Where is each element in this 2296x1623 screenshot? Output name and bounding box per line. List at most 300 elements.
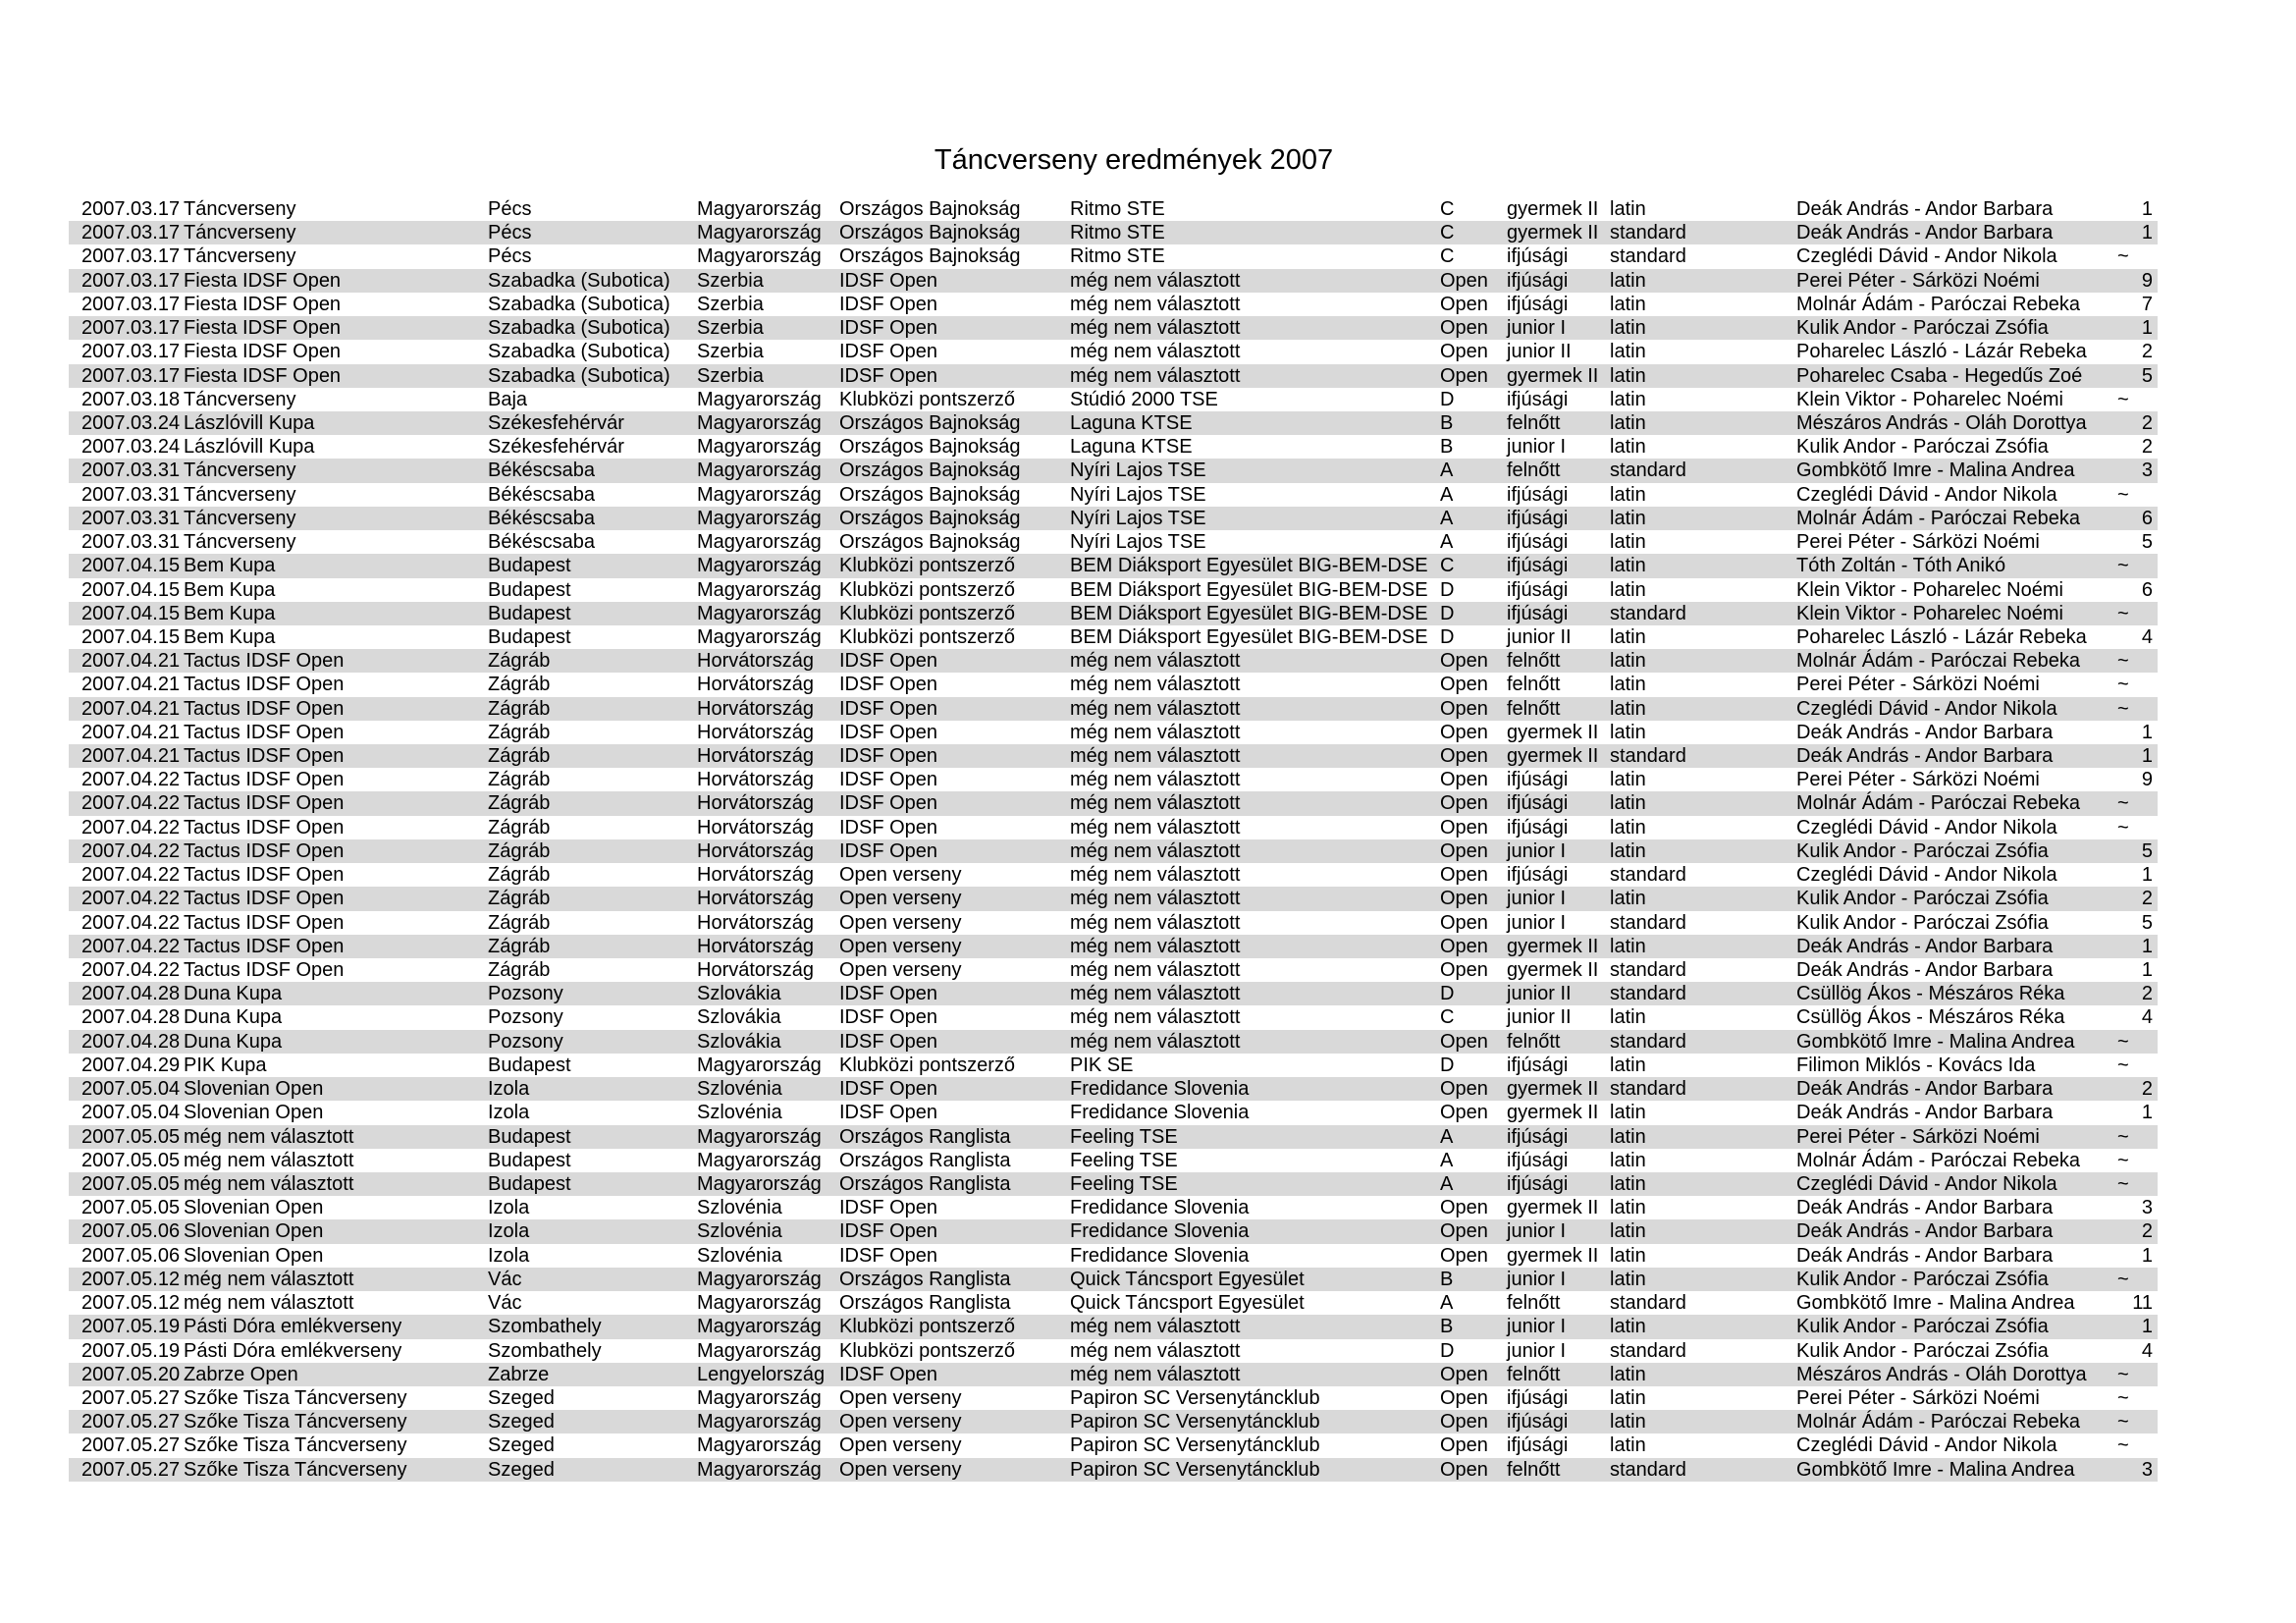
cell-class: A (1440, 1149, 1454, 1171)
cell-club: még nem választott (1070, 911, 1241, 934)
cell-style: standard (1610, 222, 1686, 244)
cell-age-group: gyermek II (1507, 745, 1599, 768)
cell-club: Fredidance Slovenia (1070, 1102, 1250, 1124)
event-date: 2007.05.05 (81, 1149, 181, 1171)
cell-class: Open (1440, 911, 1488, 934)
event-date: 2007.05.04 (81, 1078, 181, 1101)
cell-competition-type: Országos Bajnokság (839, 507, 1021, 529)
table-row (69, 1172, 2158, 1196)
cell-date-event (69, 1172, 488, 1196)
cell-date-event (69, 1101, 488, 1124)
cell-style: standard (1610, 1339, 1686, 1362)
cell-couple: Perei Péter - Sárközi Noémi (1796, 769, 2040, 791)
cell-style: latin (1610, 1125, 1646, 1148)
cell-date-event (69, 1149, 488, 1172)
event-date: 2007.03.31 (81, 507, 181, 529)
cell-country: Horvátország (697, 674, 814, 696)
cell-date-event (69, 911, 488, 935)
cell-couple: Kulik Andor - Paróczai Zsófia (1796, 1339, 2049, 1362)
cell-class: Open (1440, 1363, 1488, 1385)
cell-date-event (69, 435, 488, 459)
cell-age-group: ifjúsági (1507, 293, 1569, 315)
cell-age-group: gyermek II (1507, 935, 1599, 957)
cell-country: Horvátország (697, 745, 814, 768)
cell-style: latin (1610, 650, 1646, 673)
cell-age-group: ifjúsági (1507, 1434, 1569, 1457)
event-name: Tactus IDSF Open (184, 911, 345, 934)
cell-date-event (69, 1030, 488, 1054)
cell-place: 4 (2141, 1006, 2153, 1029)
table-row (69, 197, 2158, 221)
cell-age-group: felnőtt (1507, 697, 1561, 720)
event-date: 2007.03.24 (81, 411, 181, 434)
cell-style: latin (1610, 1102, 1646, 1124)
event-name: Táncverseny (184, 388, 296, 410)
cell-class: A (1440, 507, 1454, 529)
cell-city: Békéscsaba (488, 460, 595, 482)
cell-competition-type: IDSF Open (839, 1078, 938, 1101)
event-name: Bem Kupa (184, 578, 276, 601)
cell-couple: Klein Viktor - Poharelec Noémi (1796, 602, 2063, 624)
cell-city: Zágráb (488, 959, 551, 981)
cell-class: Open (1440, 364, 1488, 387)
cell-place: ~ (2117, 602, 2129, 624)
event-date: 2007.03.17 (81, 222, 181, 244)
cell-age-group: ifjúsági (1507, 388, 1569, 410)
cell-date-event (69, 578, 488, 602)
cell-city: Zágráb (488, 674, 551, 696)
event-date: 2007.04.21 (81, 745, 181, 768)
cell-country: Szerbia (697, 341, 764, 363)
table-row (69, 1005, 2158, 1029)
cell-city: Szeged (488, 1411, 555, 1434)
cell-country: Magyarország (697, 1149, 822, 1171)
table-row (69, 1339, 2158, 1363)
cell-style: standard (1610, 602, 1686, 624)
cell-couple: Perei Péter - Sárközi Noémi (1796, 1386, 2040, 1409)
cell-place: 1 (2141, 864, 2153, 887)
event-date: 2007.04.15 (81, 625, 181, 648)
cell-couple: Perei Péter - Sárközi Noémi (1796, 674, 2040, 696)
cell-competition-type: IDSF Open (839, 317, 938, 340)
cell-age-group: felnőtt (1507, 460, 1561, 482)
cell-competition-type: Országos Bajnokság (839, 460, 1021, 482)
cell-age-group: junior I (1507, 1220, 1567, 1243)
cell-age-group: felnőtt (1507, 1030, 1561, 1053)
cell-club: Laguna KTSE (1070, 411, 1193, 434)
cell-competition-type: IDSF Open (839, 293, 938, 315)
cell-country: Magyarország (697, 555, 822, 577)
cell-age-group: ifjúsági (1507, 864, 1569, 887)
cell-country: Szlovákia (697, 983, 781, 1005)
cell-date-event (69, 269, 488, 293)
cell-age-group: ifjúsági (1507, 483, 1569, 506)
cell-club: Nyíri Lajos TSE (1070, 507, 1206, 529)
event-name: még nem választott (184, 1268, 354, 1290)
cell-age-group: gyermek II (1507, 721, 1599, 743)
cell-couple: Czeglédi Dávid - Andor Nikola (1796, 697, 2057, 720)
cell-style: latin (1610, 625, 1646, 648)
cell-style: latin (1610, 1316, 1646, 1338)
event-date: 2007.03.31 (81, 460, 181, 482)
cell-class: Open (1440, 959, 1488, 981)
cell-age-group: junior II (1507, 983, 1572, 1005)
cell-style: standard (1610, 983, 1686, 1005)
cell-club: PIK SE (1070, 1054, 1134, 1076)
cell-couple: Molnár Ádám - Paróczai Rebeka (1796, 792, 2081, 815)
cell-club: még nem választott (1070, 650, 1241, 673)
cell-place: ~ (2117, 245, 2129, 268)
cell-competition-type: Országos Bajnokság (839, 198, 1021, 220)
cell-class: Open (1440, 1030, 1488, 1053)
table-row (69, 602, 2158, 625)
cell-style: latin (1610, 1149, 1646, 1171)
cell-class: Open (1440, 674, 1488, 696)
cell-club: még nem választott (1070, 1363, 1241, 1385)
event-name: Tactus IDSF Open (184, 769, 345, 791)
table-row (69, 1030, 2158, 1054)
event-name: Táncverseny (184, 222, 296, 244)
cell-date-event (69, 791, 488, 815)
cell-class: Open (1440, 650, 1488, 673)
cell-competition-type: Országos Ranglista (839, 1125, 1011, 1148)
cell-country: Szlovákia (697, 1006, 781, 1029)
cell-class: C (1440, 1006, 1455, 1029)
cell-country: Horvátország (697, 839, 814, 862)
event-date: 2007.03.24 (81, 436, 181, 459)
cell-country: Horvátország (697, 792, 814, 815)
cell-style: standard (1610, 911, 1686, 934)
table-row (69, 364, 2158, 388)
cell-place: 1 (2141, 222, 2153, 244)
table-row (69, 340, 2158, 363)
cell-place: 1 (2141, 198, 2153, 220)
cell-city: Zágráb (488, 864, 551, 887)
cell-city: Szabadka (Subotica) (488, 341, 670, 363)
cell-country: Magyarország (697, 1054, 822, 1076)
cell-couple: Perei Péter - Sárközi Noémi (1796, 269, 2040, 292)
cell-couple: Gombkötő Imre - Malina Andrea (1796, 460, 2075, 482)
event-name: PIK Kupa (184, 1054, 267, 1076)
cell-class: D (1440, 1339, 1455, 1362)
cell-club: Feeling TSE (1070, 1125, 1178, 1148)
event-date: 2007.04.21 (81, 650, 181, 673)
cell-country: Horvátország (697, 721, 814, 743)
cell-competition-type: IDSF Open (839, 1363, 938, 1385)
event-name: Bem Kupa (184, 602, 276, 624)
event-date: 2007.04.28 (81, 1030, 181, 1053)
cell-class: Open (1440, 1386, 1488, 1409)
cell-couple: Deák András - Andor Barbara (1796, 1244, 2054, 1267)
cell-date-event (69, 1339, 488, 1363)
cell-style: latin (1610, 1197, 1646, 1219)
cell-place: ~ (2117, 697, 2129, 720)
event-name: még nem választott (184, 1292, 354, 1315)
cell-place: 6 (2141, 578, 2153, 601)
cell-club: Fredidance Slovenia (1070, 1078, 1250, 1101)
cell-city: Zágráb (488, 697, 551, 720)
table-row (69, 935, 2158, 958)
cell-couple: Kulik Andor - Paróczai Zsófia (1796, 1268, 2049, 1290)
event-name: Táncverseny (184, 507, 296, 529)
event-date: 2007.05.04 (81, 1102, 181, 1124)
cell-place: 1 (2141, 745, 2153, 768)
event-name: Bem Kupa (184, 555, 276, 577)
event-name: Tactus IDSF Open (184, 697, 345, 720)
cell-age-group: junior I (1507, 1268, 1567, 1290)
cell-class: Open (1440, 839, 1488, 862)
cell-place: 2 (2141, 1078, 2153, 1101)
cell-date-event (69, 1054, 488, 1077)
cell-class: Open (1440, 1078, 1488, 1101)
cell-place: 3 (2141, 1458, 2153, 1481)
cell-city: Zágráb (488, 721, 551, 743)
event-name: Lászlóvill Kupa (184, 436, 315, 459)
cell-style: latin (1610, 935, 1646, 957)
cell-competition-type: IDSF Open (839, 364, 938, 387)
cell-class: C (1440, 555, 1455, 577)
cell-couple: Gombkötő Imre - Malina Andrea (1796, 1458, 2075, 1481)
cell-age-group: junior II (1507, 625, 1572, 648)
cell-date-event (69, 483, 488, 507)
cell-club: még nem választott (1070, 983, 1241, 1005)
cell-class: Open (1440, 269, 1488, 292)
cell-date-event (69, 197, 488, 221)
cell-couple: Kulik Andor - Paróczai Zsófia (1796, 317, 2049, 340)
cell-class: D (1440, 578, 1455, 601)
cell-city: Szombathely (488, 1316, 602, 1338)
cell-class: B (1440, 1316, 1454, 1338)
event-name: Slovenian Open (184, 1244, 324, 1267)
event-date: 2007.04.21 (81, 674, 181, 696)
table-row (69, 791, 2158, 815)
cell-country: Szerbia (697, 269, 764, 292)
table-row (69, 459, 2158, 482)
cell-couple: Gombkötő Imre - Malina Andrea (1796, 1292, 2075, 1315)
cell-competition-type: Országos Bajnokság (839, 483, 1021, 506)
event-date: 2007.04.15 (81, 578, 181, 601)
cell-style: latin (1610, 436, 1646, 459)
event-name: Pásti Dóra emlékverseny (184, 1339, 402, 1362)
event-date: 2007.03.17 (81, 341, 181, 363)
cell-date-event (69, 1077, 488, 1101)
event-date: 2007.03.17 (81, 364, 181, 387)
cell-style: latin (1610, 769, 1646, 791)
event-name: Tactus IDSF Open (184, 792, 345, 815)
event-name: Táncverseny (184, 460, 296, 482)
cell-date-event (69, 244, 488, 268)
cell-club: még nem választott (1070, 839, 1241, 862)
cell-country: Magyarország (697, 1386, 822, 1409)
cell-competition-type: Országos Ranglista (839, 1268, 1011, 1290)
cell-country: Szlovénia (697, 1078, 782, 1101)
cell-competition-type: Klubközi pontszerző (839, 388, 1015, 410)
cell-country: Szlovénia (697, 1102, 782, 1124)
cell-country: Szerbia (697, 317, 764, 340)
event-name: Slovenian Open (184, 1102, 324, 1124)
cell-country: Magyarország (697, 1458, 822, 1481)
event-name: Fiesta IDSF Open (184, 317, 342, 340)
cell-club: BEM Diáksport Egyesület BIG-BEM-DSE (1070, 602, 1428, 624)
cell-class: D (1440, 1054, 1455, 1076)
cell-age-group: felnőtt (1507, 650, 1561, 673)
cell-date-event (69, 1125, 488, 1149)
cell-competition-type: Klubközi pontszerző (839, 625, 1015, 648)
cell-age-group: ifjúsági (1507, 555, 1569, 577)
event-date: 2007.04.15 (81, 555, 181, 577)
cell-place: 2 (2141, 888, 2153, 910)
cell-city: Budapest (488, 1172, 571, 1195)
event-date: 2007.04.21 (81, 721, 181, 743)
event-date: 2007.04.29 (81, 1054, 181, 1076)
cell-class: Open (1440, 792, 1488, 815)
cell-country: Horvátország (697, 864, 814, 887)
cell-couple: Kulik Andor - Paróczai Zsófia (1796, 888, 2049, 910)
cell-class: Open (1440, 317, 1488, 340)
cell-date-event (69, 744, 488, 768)
cell-style: standard (1610, 864, 1686, 887)
table-row (69, 1077, 2158, 1101)
event-name: Zabrze Open (184, 1363, 298, 1385)
cell-city: Pécs (488, 245, 532, 268)
cell-class: C (1440, 198, 1455, 220)
cell-date-event (69, 1410, 488, 1434)
cell-competition-type: Klubközi pontszerző (839, 1054, 1015, 1076)
cell-place: 2 (2141, 341, 2153, 363)
cell-club: még nem választott (1070, 1339, 1241, 1362)
cell-date-event (69, 602, 488, 625)
cell-class: Open (1440, 293, 1488, 315)
cell-style: latin (1610, 388, 1646, 410)
event-date: 2007.05.27 (81, 1386, 181, 1409)
cell-city: Békéscsaba (488, 483, 595, 506)
cell-style: latin (1610, 721, 1646, 743)
event-date: 2007.05.12 (81, 1292, 181, 1315)
table-row (69, 411, 2158, 435)
cell-age-group: ifjúsági (1507, 1125, 1569, 1148)
cell-style: latin (1610, 1386, 1646, 1409)
cell-date-event (69, 1196, 488, 1219)
cell-competition-type: Open verseny (839, 911, 962, 934)
cell-date-event (69, 530, 488, 554)
cell-couple: Deák András - Andor Barbara (1796, 935, 2054, 957)
cell-country: Magyarország (697, 578, 822, 601)
cell-country: Magyarország (697, 198, 822, 220)
cell-class: Open (1440, 1458, 1488, 1481)
cell-competition-type: Országos Bajnokság (839, 222, 1021, 244)
cell-date-event (69, 649, 488, 673)
cell-class: Open (1440, 935, 1488, 957)
cell-country: Horvátország (697, 935, 814, 957)
cell-competition-type: IDSF Open (839, 839, 938, 862)
cell-club: még nem választott (1070, 745, 1241, 768)
cell-style: latin (1610, 198, 1646, 220)
table-row (69, 1434, 2158, 1457)
cell-club: Fredidance Slovenia (1070, 1197, 1250, 1219)
cell-club: Stúdió 2000 TSE (1070, 388, 1218, 410)
cell-place: 2 (2141, 983, 2153, 1005)
cell-country: Horvátország (697, 650, 814, 673)
cell-age-group: gyermek II (1507, 364, 1599, 387)
event-date: 2007.04.22 (81, 792, 181, 815)
cell-place: 1 (2141, 1102, 2153, 1124)
cell-place: 1 (2141, 1316, 2153, 1338)
event-name: Fiesta IDSF Open (184, 341, 342, 363)
cell-place: 1 (2141, 1244, 2153, 1267)
cell-couple: Czeglédi Dávid - Andor Nikola (1796, 245, 2057, 268)
event-date: 2007.03.17 (81, 317, 181, 340)
cell-city: Izola (488, 1220, 530, 1243)
cell-date-event (69, 839, 488, 863)
cell-club: még nem választott (1070, 269, 1241, 292)
cell-country: Horvátország (697, 816, 814, 839)
cell-club: még nem választott (1070, 816, 1241, 839)
event-date: 2007.04.28 (81, 1006, 181, 1029)
cell-place: 6 (2141, 507, 2153, 529)
cell-couple: Molnár Ádám - Paróczai Rebeka (1796, 1149, 2081, 1171)
cell-country: Magyarország (697, 388, 822, 410)
event-date: 2007.04.22 (81, 888, 181, 910)
cell-country: Szlovénia (697, 1197, 782, 1219)
table-row (69, 483, 2158, 507)
cell-competition-type: Országos Bajnokság (839, 411, 1021, 434)
cell-club: még nem választott (1070, 935, 1241, 957)
cell-competition-type: Open verseny (839, 1411, 962, 1434)
cell-date-event (69, 1458, 488, 1482)
cell-place: 1 (2141, 935, 2153, 957)
cell-competition-type: IDSF Open (839, 1220, 938, 1243)
cell-city: Zágráb (488, 888, 551, 910)
cell-class: Open (1440, 341, 1488, 363)
cell-competition-type: IDSF Open (839, 792, 938, 815)
cell-country: Magyarország (697, 531, 822, 554)
cell-city: Zágráb (488, 650, 551, 673)
cell-city: Pozsony (488, 983, 563, 1005)
table-row (69, 293, 2158, 316)
cell-age-group: ifjúsági (1507, 769, 1569, 791)
cell-couple: Klein Viktor - Poharelec Noémi (1796, 388, 2063, 410)
cell-city: Pozsony (488, 1006, 563, 1029)
cell-date-event (69, 459, 488, 482)
event-name: még nem választott (184, 1125, 354, 1148)
event-date: 2007.04.22 (81, 959, 181, 981)
table-row (69, 1125, 2158, 1149)
cell-date-event (69, 1005, 488, 1029)
cell-class: A (1440, 460, 1454, 482)
event-name: Tactus IDSF Open (184, 816, 345, 839)
cell-club: Laguna KTSE (1070, 436, 1193, 459)
cell-age-group: gyermek II (1507, 1197, 1599, 1219)
cell-club: Papiron SC Versenytáncklub (1070, 1386, 1320, 1409)
cell-city: Izola (488, 1102, 530, 1124)
event-name: Táncverseny (184, 198, 296, 220)
cell-age-group: ifjúsági (1507, 1172, 1569, 1195)
cell-club: Quick Táncsport Egyesület (1070, 1268, 1305, 1290)
cell-style: latin (1610, 293, 1646, 315)
cell-style: latin (1610, 1434, 1646, 1457)
cell-age-group: ifjúsági (1507, 602, 1569, 624)
table-row (69, 1244, 2158, 1268)
cell-style: standard (1610, 460, 1686, 482)
event-date: 2007.03.18 (81, 388, 181, 410)
cell-place: ~ (2117, 1172, 2129, 1195)
cell-place: ~ (2117, 1125, 2129, 1148)
event-name: Tactus IDSF Open (184, 745, 345, 768)
cell-age-group: junior I (1507, 436, 1567, 459)
event-name: Slovenian Open (184, 1220, 324, 1243)
table-row (69, 1196, 2158, 1219)
cell-country: Magyarország (697, 436, 822, 459)
